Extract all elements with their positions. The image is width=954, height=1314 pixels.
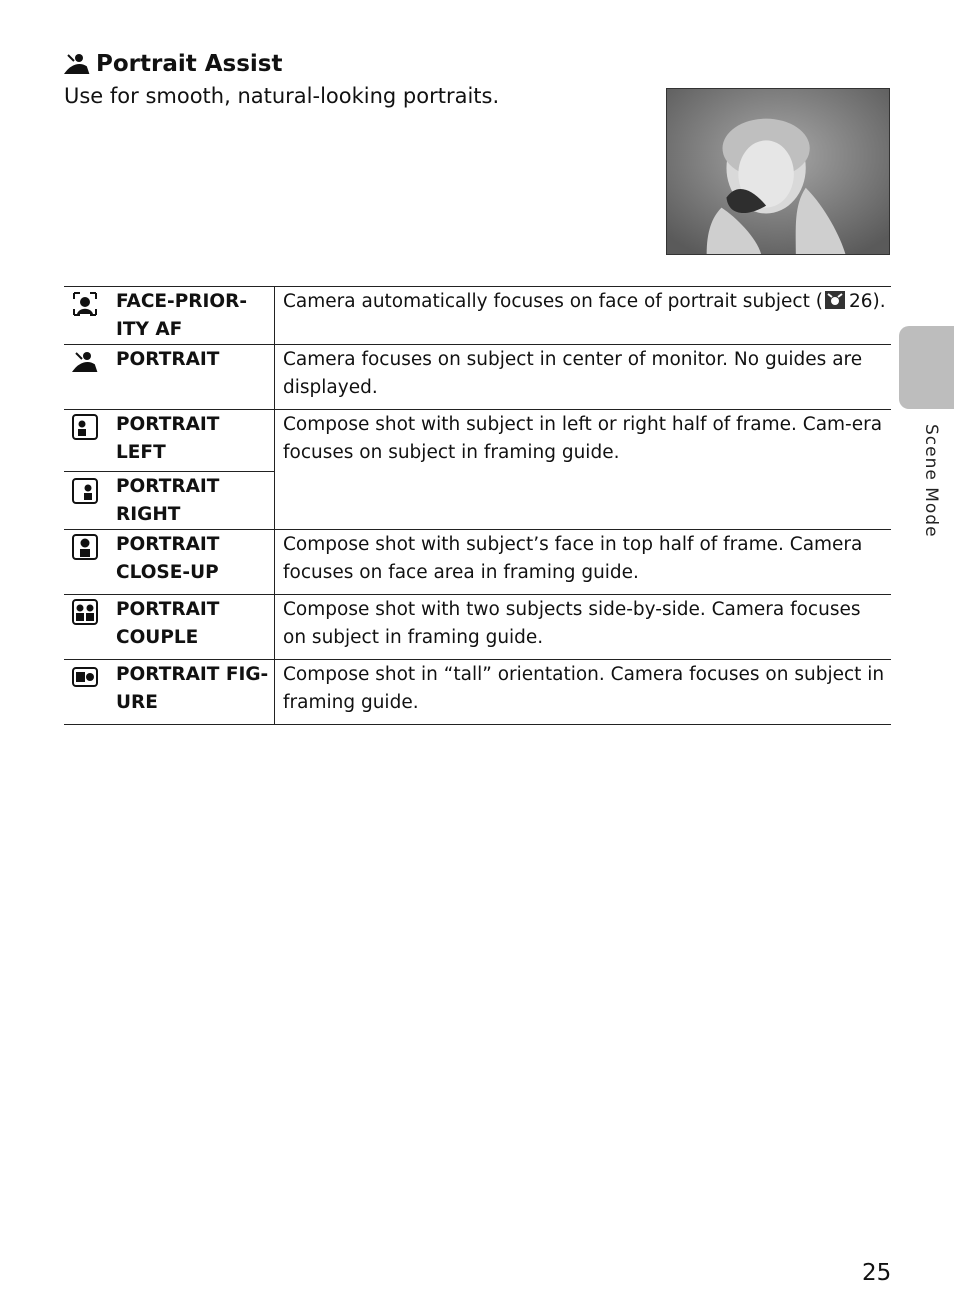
page-reference-icon	[825, 291, 845, 309]
face-priority-af-icon	[72, 291, 98, 317]
portrait-icon	[72, 349, 98, 375]
portrait-close-up-icon	[72, 534, 98, 560]
table-row	[64, 287, 891, 345]
section-subtitle: Use for smooth, natural-looking portraits.	[64, 84, 500, 108]
portrait-left-icon	[72, 414, 98, 440]
scene-mode-table	[64, 286, 891, 725]
table-row	[64, 530, 891, 595]
portrait-photo	[666, 88, 890, 255]
table-row	[64, 660, 891, 725]
mode-description: Compose shot with subject in left or right half of frame. Cam-era focuses on subject in framing guide.	[283, 414, 883, 463]
portrait-right-icon	[72, 478, 98, 504]
table-row	[64, 595, 891, 660]
chapter-label: Scene Mode	[921, 424, 941, 538]
mode-description: Compose shot with two subjects side-by-side. Camera focuses on subject in framing guide.	[283, 599, 861, 648]
mode-name: PORTRAIT LEFT	[116, 410, 275, 472]
mode-name: PORTRAIT RIGHT	[116, 472, 275, 530]
mode-name: FACE-PRIOR-ITY AF	[116, 287, 275, 345]
mode-name: PORTRAIT	[116, 345, 275, 410]
page-number: 25	[862, 1260, 892, 1286]
table-row	[64, 345, 891, 410]
section-heading	[64, 50, 283, 78]
portrait-couple-icon	[72, 599, 98, 625]
mode-description: Camera automatically focuses on face of portrait subject ( 26).	[283, 291, 886, 312]
mode-description: Compose shot with subject’s face in top half of frame. Camera focuses on face area in framing guide.	[283, 534, 863, 583]
mode-description: Camera focuses on subject in center of monitor. No guides are displayed.	[283, 349, 863, 398]
table-row	[64, 410, 891, 472]
portrait-figure-icon	[72, 664, 98, 690]
mode-name: PORTRAIT COUPLE	[116, 595, 275, 660]
mode-description: Compose shot in “tall” orientation. Camera focuses on subject in framing guide.	[283, 664, 885, 713]
section-title: Portrait Assist	[96, 51, 283, 77]
chapter-tab	[899, 326, 954, 409]
mode-name: PORTRAIT CLOSE-UP	[116, 530, 275, 595]
portrait-assist-icon	[64, 51, 90, 77]
mode-name: PORTRAIT FIG-URE	[116, 660, 275, 725]
